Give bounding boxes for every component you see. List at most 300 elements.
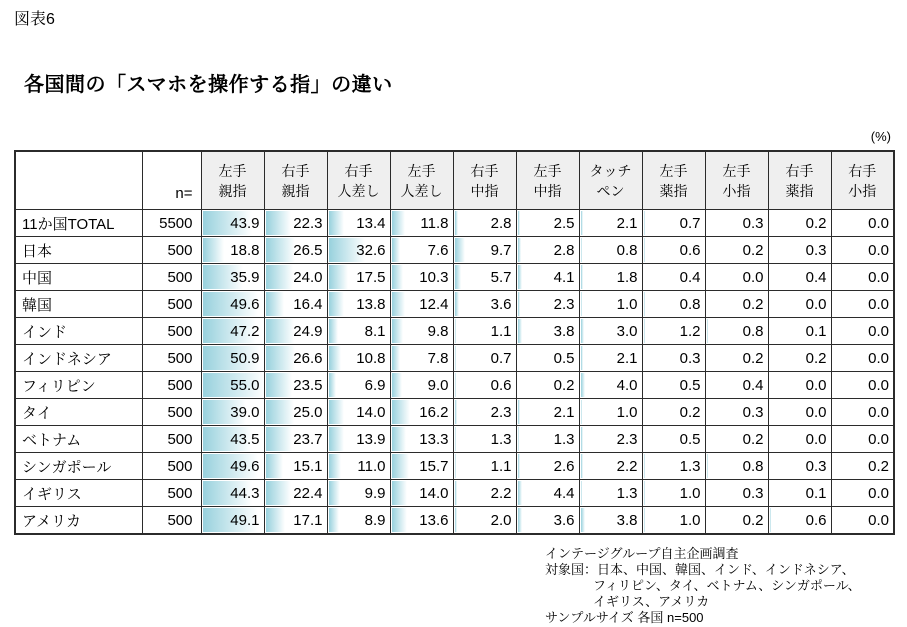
value-cell [327,399,390,426]
data-bar [266,238,296,262]
value-cell [831,237,894,264]
value-cell [705,453,768,480]
value-cell [453,453,516,480]
value-cell [642,372,705,399]
value-text: 17.1 [293,511,323,529]
value-text: 0.0 [868,295,889,313]
value-text: 0.0 [868,241,889,259]
value-cell [201,264,264,291]
column-header-cell: 右手 人差し [327,151,390,210]
data-bar [329,265,349,289]
value-cell [831,372,894,399]
value-text: 8.1 [364,322,386,340]
value-text: 17.5 [356,268,386,286]
n-value-cell: 500 [142,291,201,318]
value-text: 1.3 [553,430,575,448]
value-cell [327,507,390,535]
value-cell [327,237,390,264]
value-text: 0.3 [679,349,701,367]
data-bar [455,265,461,289]
country-label-cell: インドネシア [15,345,142,372]
value-text: 1.3 [616,484,638,502]
value-text: 0.3 [805,457,827,475]
value-text: 0.3 [742,214,764,232]
value-cell [768,291,831,318]
value-cell [768,318,831,345]
data-bar [455,508,457,532]
value-text: 23.5 [293,376,323,394]
figure-label: 図表6 [14,11,55,28]
value-text: 0.1 [805,322,827,340]
value-cell [264,399,327,426]
value-cell [201,345,264,372]
value-text: 0.4 [679,268,701,286]
value-cell [327,480,390,507]
value-text: 3.8 [553,322,575,340]
data-bar [518,400,520,424]
value-text: 10.8 [356,349,386,367]
data-bar [266,454,283,478]
value-text: 0.4 [805,268,827,286]
value-cell [768,372,831,399]
value-text: 4.4 [553,484,575,502]
country-label-cell: フィリピン [15,372,142,399]
data-bar [644,238,645,262]
data-bar [329,292,345,316]
value-cell [201,399,264,426]
column-header-cell: 左手 中指 [516,151,579,210]
table-row [15,345,894,372]
value-cell [516,291,579,318]
country-label-cell: タイ [15,399,142,426]
value-cell [705,426,768,453]
value-text: 2.2 [490,484,512,502]
data-bar [770,508,771,532]
value-cell [579,453,642,480]
value-text: 15.7 [419,457,449,475]
value-cell [831,318,894,345]
value-text: 14.0 [356,403,386,421]
value-text: 1.0 [679,484,701,502]
data-bar [455,373,456,397]
value-text: 2.6 [553,457,575,475]
data-bar [581,454,583,478]
country-label-cell: イギリス [15,480,142,507]
data-bar [266,400,294,424]
country-label-cell: インド [15,318,142,345]
value-text: 1.1 [490,457,512,475]
value-cell [516,507,579,535]
value-text: 3.8 [616,511,638,529]
table-row [15,210,894,237]
value-cell [516,345,579,372]
country-label-cell: アメリカ [15,507,142,535]
value-cell [264,264,327,291]
value-cell [579,237,642,264]
table-row [15,264,894,291]
n-value-cell: 500 [142,345,201,372]
value-cell [327,291,390,318]
value-text: 49.6 [230,457,260,475]
value-cell [327,453,390,480]
value-cell [579,345,642,372]
value-cell [642,237,705,264]
data-bar [329,454,341,478]
value-cell [579,264,642,291]
data-bar [581,400,582,424]
value-text: 15.1 [293,457,323,475]
value-text: 0.0 [868,214,889,232]
value-cell [642,480,705,507]
data-bar [518,265,523,289]
value-text: 0.2 [742,295,764,313]
value-cell [201,318,264,345]
data-bar [518,454,521,478]
data-bar [329,373,337,397]
target-countries-line: 対象国：日本、中国、韓国、インド、インドネシア、 [545,562,855,577]
data-bar [392,292,406,316]
value-text: 13.3 [419,430,449,448]
table-row [15,426,894,453]
value-cell [390,291,453,318]
value-text: 9.9 [364,484,386,502]
value-text: 0.6 [490,376,512,394]
value-cell [579,507,642,535]
value-text: 0.3 [742,484,764,502]
table-row [15,507,894,535]
value-text: 2.3 [490,403,512,421]
data-bar [266,319,294,343]
country-label-cell: 韓国 [15,291,142,318]
value-cell [264,318,327,345]
value-cell [201,453,264,480]
value-text: 0.2 [742,511,764,529]
target-countries-line: フィリピン、タイ、ベトナム、シンガポール、 [593,578,861,593]
value-cell [390,345,453,372]
data-bar [266,265,293,289]
value-cell [516,399,579,426]
value-text: 2.1 [616,214,638,232]
data-bar [392,346,401,370]
value-cell [768,453,831,480]
data-bar [581,427,584,451]
data-bar [644,454,645,478]
value-cell [642,210,705,237]
value-cell [264,345,327,372]
value-text: 0.0 [868,403,889,421]
value-text: 16.2 [419,403,449,421]
value-cell [579,318,642,345]
n-value-cell: 500 [142,372,201,399]
n-value-cell: 5500 [142,210,201,237]
value-cell [264,372,327,399]
value-cell [831,210,894,237]
value-text: 9.7 [490,241,512,259]
value-text: 13.4 [356,214,386,232]
value-text: 4.1 [553,268,575,286]
column-header-cell: 左手 人差し [390,151,453,210]
value-cell [831,480,894,507]
data-bar [455,238,466,262]
value-text: 23.7 [293,430,323,448]
data-bar [392,211,405,235]
value-cell [579,399,642,426]
data-bar [518,238,521,262]
value-text: 2.2 [616,457,638,475]
value-cell [705,210,768,237]
value-text: 26.6 [293,349,323,367]
data-bar [581,319,584,343]
n-value-cell: 500 [142,453,201,480]
value-cell [264,480,327,507]
value-cell [831,399,894,426]
value-cell [516,480,579,507]
value-cell [390,318,453,345]
value-text: 25.0 [293,403,323,421]
data-bar [329,508,339,532]
value-cell [516,453,579,480]
data-bar [455,427,456,451]
value-cell [642,426,705,453]
data-bar [518,346,519,370]
data-bar [644,292,645,316]
value-text: 0.7 [679,214,701,232]
value-cell [705,399,768,426]
value-text: 24.0 [293,268,323,286]
value-cell [390,480,453,507]
n-value-cell: 500 [142,426,201,453]
header-row [15,151,894,210]
data-bar [329,346,341,370]
country-label-cell: 中国 [15,264,142,291]
value-text: 22.4 [293,484,323,502]
value-cell [453,345,516,372]
data-bar [707,319,708,343]
data-bar [392,400,410,424]
value-text: 7.8 [427,349,449,367]
data-bar [203,238,224,262]
value-cell [390,237,453,264]
value-text: 11.0 [357,457,386,475]
value-cell [516,210,579,237]
table-row [15,453,894,480]
column-header-cell: 左手 小指 [705,151,768,210]
value-cell [516,372,579,399]
value-text: 14.0 [419,484,449,502]
value-text: 49.6 [230,295,260,313]
data-bar [329,319,338,343]
country-label-cell: シンガポール [15,453,142,480]
value-cell [453,264,516,291]
value-text: 1.0 [616,403,638,421]
data-bar [518,292,521,316]
data-bar [266,211,291,235]
value-text: 0.2 [742,241,764,259]
value-cell [516,237,579,264]
value-text: 3.0 [616,322,638,340]
value-text: 0.2 [742,349,764,367]
value-cell [390,507,453,535]
value-cell [768,210,831,237]
value-text: 44.3 [230,484,260,502]
value-text: 2.1 [616,349,638,367]
value-cell [642,507,705,535]
value-text: 5.7 [490,268,512,286]
value-text: 0.2 [868,457,889,475]
value-text: 2.3 [553,295,575,313]
data-bar [644,319,645,343]
value-cell [579,426,642,453]
value-cell [201,480,264,507]
value-text: 0.0 [805,376,827,394]
value-cell [516,264,579,291]
table-body [15,210,894,535]
value-cell [516,426,579,453]
n-value-cell: 500 [142,399,201,426]
value-cell [453,480,516,507]
column-header-cell: 左手 親指 [201,151,264,210]
value-cell [453,237,516,264]
value-text: 0.2 [805,214,827,232]
value-cell [705,345,768,372]
data-bar [329,211,344,235]
value-text: 2.3 [616,430,638,448]
value-text: 0.0 [868,430,889,448]
n-value-cell: 500 [142,318,201,345]
data-bar [266,373,292,397]
value-cell [390,453,453,480]
data-bar [392,508,407,532]
source-line: インテージグループ自主企画調査 [545,546,739,561]
data-bar [392,319,403,343]
value-text: 2.1 [553,403,575,421]
value-cell [264,237,327,264]
value-text: 2.8 [490,214,512,232]
table-row [15,372,894,399]
value-cell [327,345,390,372]
data-bar [455,319,456,343]
data-bar [455,211,458,235]
value-cell [264,453,327,480]
table-row [15,480,894,507]
value-text: 9.0 [427,376,449,394]
data-bar [392,427,407,451]
value-cell [831,345,894,372]
column-header-cell: タッチ ペン [579,151,642,210]
value-cell [201,291,264,318]
table-row [15,237,894,264]
value-text: 4.0 [616,376,638,394]
value-text: 49.1 [230,511,260,529]
value-cell [264,291,327,318]
value-cell [327,372,390,399]
data-bar [329,400,345,424]
data-bar [455,454,456,478]
value-cell [705,291,768,318]
value-text: 50.9 [230,349,260,367]
value-text: 16.4 [293,295,323,313]
value-cell [327,264,390,291]
value-cell [264,426,327,453]
value-text: 0.6 [805,511,827,529]
table-row [15,291,894,318]
value-text: 18.8 [230,241,260,259]
value-cell [327,318,390,345]
value-cell [768,237,831,264]
data-bar [581,292,582,316]
value-cell [264,210,327,237]
value-text: 0.8 [679,295,701,313]
value-text: 13.6 [419,511,449,529]
data-bar [581,265,583,289]
value-cell [642,399,705,426]
value-cell [642,291,705,318]
unit-label: (%) [870,129,891,144]
value-text: 1.3 [679,457,701,475]
value-cell [453,318,516,345]
value-text: 0.7 [490,349,512,367]
value-text: 0.0 [805,403,827,421]
data-bar [266,508,285,532]
value-cell [705,264,768,291]
value-text: 0.3 [805,241,827,259]
n-value-cell: 500 [142,264,201,291]
data-bar [644,211,645,235]
data-bar [392,265,404,289]
value-text: 13.8 [356,295,386,313]
page-title: 各国間の「スマホを操作する指」の違い [24,74,393,96]
value-cell [453,507,516,535]
value-text: 13.9 [356,430,386,448]
value-text: 0.5 [679,376,701,394]
value-text: 1.0 [679,511,701,529]
value-text: 0.0 [868,511,889,529]
value-cell [390,210,453,237]
data-bar [581,481,582,505]
column-header-cell: 右手 薬指 [768,151,831,210]
data-bar [518,427,519,451]
value-cell [705,237,768,264]
data-bar [455,481,457,505]
value-text: 22.3 [293,214,323,232]
value-cell [579,291,642,318]
value-text: 24.9 [293,322,323,340]
value-cell [768,480,831,507]
value-text: 1.1 [490,322,512,340]
value-text: 0.2 [679,403,701,421]
finger-usage-table [14,150,895,535]
data-bar [392,454,410,478]
value-cell [453,399,516,426]
value-cell [768,426,831,453]
value-cell [768,399,831,426]
value-text: 0.8 [616,241,638,259]
value-text: 0.5 [553,349,575,367]
table-row [15,399,894,426]
value-text: 0.3 [742,403,764,421]
data-bar [266,427,293,451]
value-cell [579,480,642,507]
value-text: 2.5 [553,214,575,232]
data-bar [266,346,296,370]
data-bar [644,481,645,505]
data-bar [329,427,345,451]
value-cell [390,426,453,453]
value-text: 47.2 [230,322,260,340]
value-cell [705,480,768,507]
table-header [15,151,894,210]
value-cell [831,426,894,453]
